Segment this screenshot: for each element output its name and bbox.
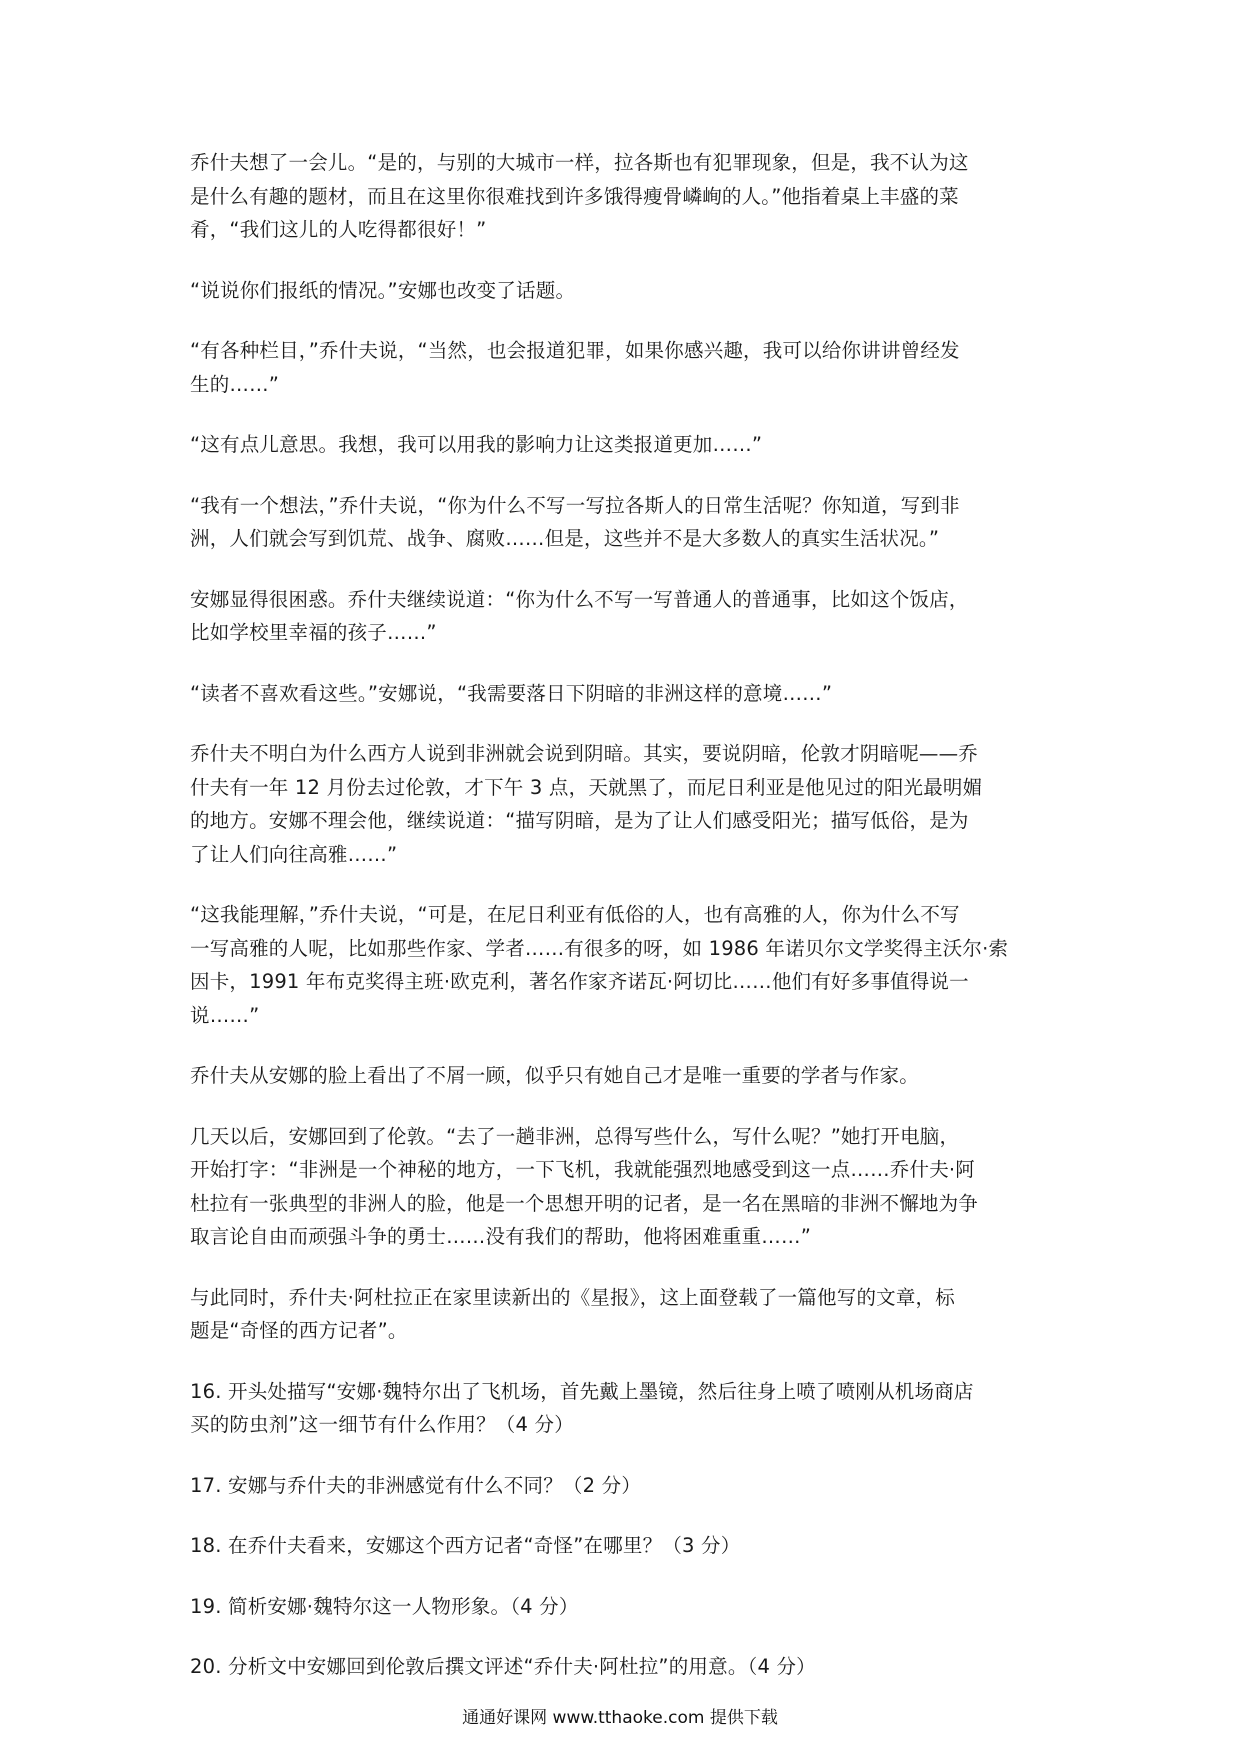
- paragraph-3: “有各种栏目，”乔什夫说，“当然，也会报道犯罪，如果你感兴趣，我可以给你讲讲曾经发 生的……”: [190, 339, 960, 396]
- paragraph-6: 安娜显得很困惑。乔什夫继续说道：“你为什么不写一写普通人的普通事，比如这个饭店， 比如学校里幸福的孩子……”: [190, 587, 969, 644]
- question-19: 19. 简析安娜·魏特尔这一人物形象。（4 分）: [190, 1594, 579, 1618]
- paragraph-10: 乔什夫从安娜的脸上看出了不屑一顾，似乎只有她自己才是唯一重要的学者与作家。: [190, 1064, 919, 1087]
- paragraph-11: 几天以后，安娜回到了伦敦。“去了一趟非洲，总得写些什么，写什么呢？”她打开电脑， 开始打字：“非洲是一个神秘的地方，一下飞机，我就能强烈地感受到这一点……乔什夫·阿 杜拉有一张典型的非洲人的脸，他是一个思想开明的记者，是一名在黑暗的非洲不懈地为争 取言论自由而顽强斗争的勇士……没有我们的帮助，他将困难重重……”: [190, 1124, 979, 1248]
- question-20: 20. 分析文中安娜回到伦敦后撰文评述“乔什夫·阿杜拉”的用意。（4 分）: [190, 1655, 816, 1678]
- paragraph-5: “我有一个想法，”乔什夫说，“你为什么不写一写拉各斯人的日常生活呢？你知道，写到非 洲，人们就会写到饥荒、战争、腐败……但是，这些并不是大多数人的真实生活状况。”: [190, 493, 960, 550]
- paragraph-4: “这有点儿意思。我想，我可以用我的影响力让这类报道更加……”: [190, 433, 763, 456]
- question-18: 18. 在乔什夫看来，安娜这个西方记者“奇怪”在哪里？（3 分）: [190, 1534, 741, 1557]
- passage-content: [190, 146, 1060, 1711]
- page-footer: 通通好课网 www.tthaoke.com 提供下载: [462, 1708, 778, 1728]
- paragraph-2: “说说你们报纸的情况。”安娜也改变了话题。: [190, 278, 576, 302]
- paragraph-1: 乔什夫想了一会儿。“是的，与别的大城市一样，拉各斯也有犯罪现象，但是，我不认为这 是什么有趣的题材，而且在这里你很难找到许多饿得瘦骨嶙峋的人。”他指着桌上丰盛的菜 肴，“我们这儿的人吃得都很好！”: [190, 151, 969, 241]
- paragraph-7: “读者不喜欢看这些。”安娜说，“我需要落日下阴暗的非洲这样的意境……”: [190, 681, 833, 705]
- question-16: 16. 开头处描写“安娜·魏特尔出了飞机场，首先戴上墨镜，然后往身上喷了喷刚从机场商店 买的防虫剂”这一细节有什么作用？（4 分）: [190, 1379, 974, 1436]
- question-17: 17. 安娜与乔什夫的非洲感觉有什么不同？（2 分）: [190, 1473, 642, 1497]
- paragraph-9: “这我能理解，”乔什夫说，“可是，在尼日利亚有低俗的人，也有高雅的人，你为什么不写 一写高雅的人呢，比如那些作家、学者……有很多的呀，如 1986 年诺贝尔文学奖得主沃尔·索 因卡，1991 年布克奖得主班·欧克利，著名作家齐诺瓦·阿切比……他们有好多事值得说一 说……”: [190, 903, 1009, 1027]
- paragraph-8: 乔什夫不明白为什么西方人说到非洲就会说到阴暗。其实，要说阴暗，伦敦才阴暗呢——乔 什夫有一年 12 月份去过伦敦，才下午 3 点，天就黑了，而尼日利亚是他见过的阳光最明媚 的地方。安娜不理会他，继续说道：“描写阴暗，是为了让人们感受阳光；描写低俗，是为 了让人们向往高雅……”: [190, 742, 983, 866]
- paragraph-12: 与此同时，乔什夫·阿杜拉正在家里读新出的《星报》，这上面登载了一篇他写的文章，标 题是“奇怪的西方记者”。: [190, 1285, 955, 1342]
